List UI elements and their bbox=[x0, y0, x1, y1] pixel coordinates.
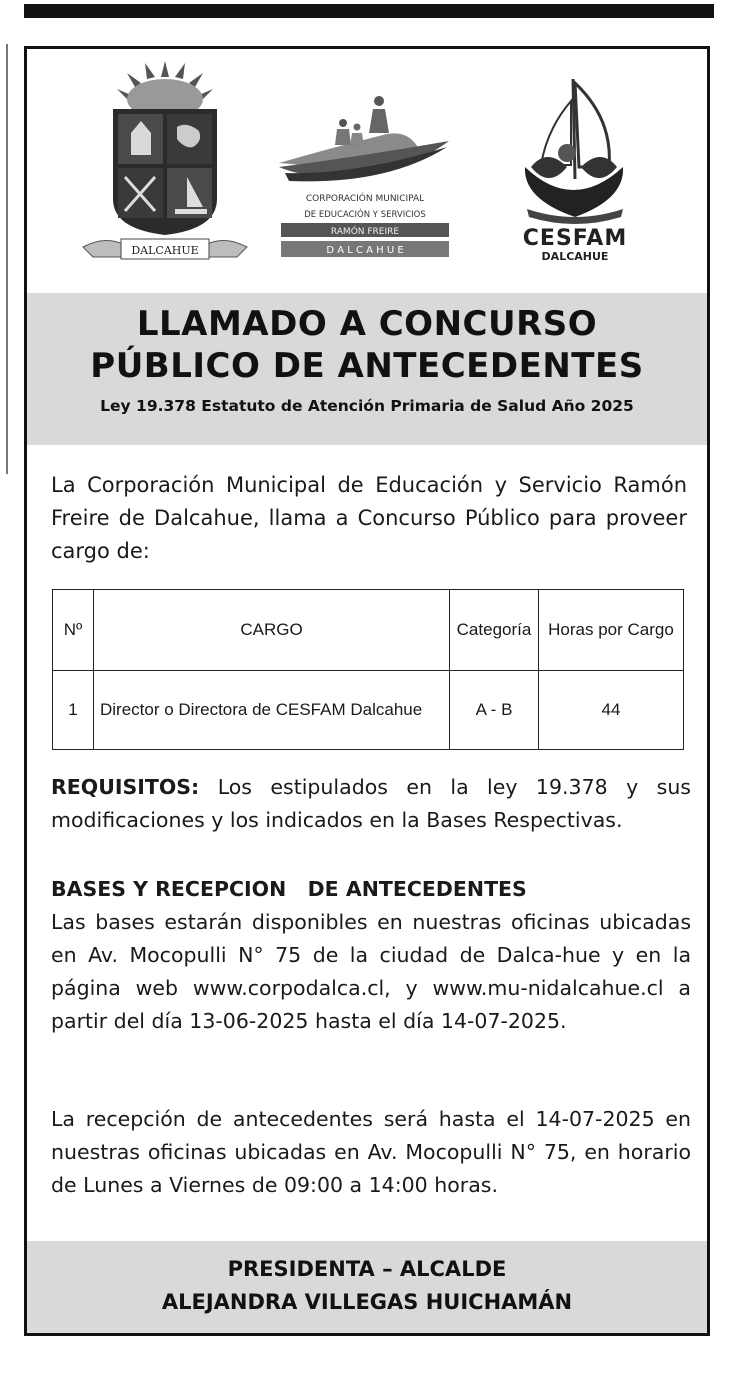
cesfam-name: CESFAM bbox=[522, 226, 628, 251]
signature-role: PRESIDENTA – ALCALDE bbox=[227, 1257, 507, 1281]
row-cargo: Director o Directora de CESFAM Dalcahue bbox=[94, 671, 450, 750]
intro-paragraph: La Corporación Municipal de Educación y Servicio Ramón Freire de Dalcahue, llama a Concurso Público para proveer cargo de: bbox=[51, 473, 687, 563]
header-number: Nº bbox=[53, 590, 94, 671]
notice-frame bbox=[24, 46, 710, 1336]
side-rule bbox=[6, 44, 8, 474]
table-row bbox=[53, 671, 684, 750]
bases-heading: BASES Y RECEPCION DE ANTECEDENTES bbox=[51, 877, 527, 901]
cesfam-place: DALCAHUE bbox=[541, 250, 609, 263]
dalcahue-coat-of-arms-logo bbox=[83, 61, 247, 259]
requisitos-label: REQUISITOS: bbox=[51, 775, 200, 799]
row-categoria: A - B bbox=[450, 671, 539, 750]
corporacion-line4: D A L C A H U E bbox=[326, 245, 404, 256]
title-line-1: LLAMADO A CONCURSO bbox=[136, 304, 598, 344]
corporacion-municipal-logo bbox=[279, 96, 449, 257]
logos-row bbox=[27, 49, 707, 293]
bases-text: Las bases estarán disponibles en nuestras oficinas ubicadas en Av. Mocopulli N° 75 de la ciudad de Dalca-hue y en la página web www.corpodalca.cl, y www.mu-nidalcahue.cl a partir del día 13-06-2025 hasta el día 14-07-2025. bbox=[51, 910, 691, 1033]
requisitos-text: Los estipulados en la ley 19.378 y sus modificaciones y los indicados en la Bases Respectivas. bbox=[51, 775, 691, 832]
top-rule bbox=[24, 4, 714, 18]
row-horas: 44 bbox=[539, 671, 684, 750]
notice-subtitle: Ley 19.378 Estatuto de Atención Primaria de Salud Año 2025 bbox=[100, 397, 634, 415]
corporacion-line1: CORPORACIÓN MUNICIPAL bbox=[305, 194, 425, 204]
requisitos-paragraph bbox=[51, 771, 691, 837]
dalcahue-logo-label: DALCAHUE bbox=[131, 244, 199, 257]
header-categoria: Categoría bbox=[450, 590, 539, 671]
header-cargo: CARGO bbox=[94, 590, 450, 671]
table-header-row bbox=[53, 590, 684, 671]
row-number: 1 bbox=[53, 671, 94, 750]
notice-title bbox=[27, 293, 707, 387]
header-horas: Horas por Cargo bbox=[539, 590, 684, 671]
signature-name: ALEJANDRA VILLEGAS HUICHAMÁN bbox=[161, 1290, 573, 1314]
signature-band bbox=[27, 1241, 707, 1333]
corporacion-line3: RAMÓN FREIRE bbox=[330, 227, 400, 237]
positions-table bbox=[52, 589, 684, 750]
cesfam-logo bbox=[523, 79, 627, 263]
bases-section bbox=[51, 873, 691, 1038]
corporacion-line2: DE EDUCACIÓN Y SERVICIOS bbox=[304, 210, 426, 220]
recepcion-paragraph: La recepción de antecedentes será hasta el 14-07-2025 en nuestras oficinas ubicadas en Av. Mocopulli N° 75, en horario de Lunes a Viernes de 09:00 a 14:00 horas. bbox=[51, 1107, 691, 1197]
title-line-2: PÚBLICO DE ANTECEDENTES bbox=[90, 346, 644, 386]
title-band bbox=[27, 293, 707, 445]
